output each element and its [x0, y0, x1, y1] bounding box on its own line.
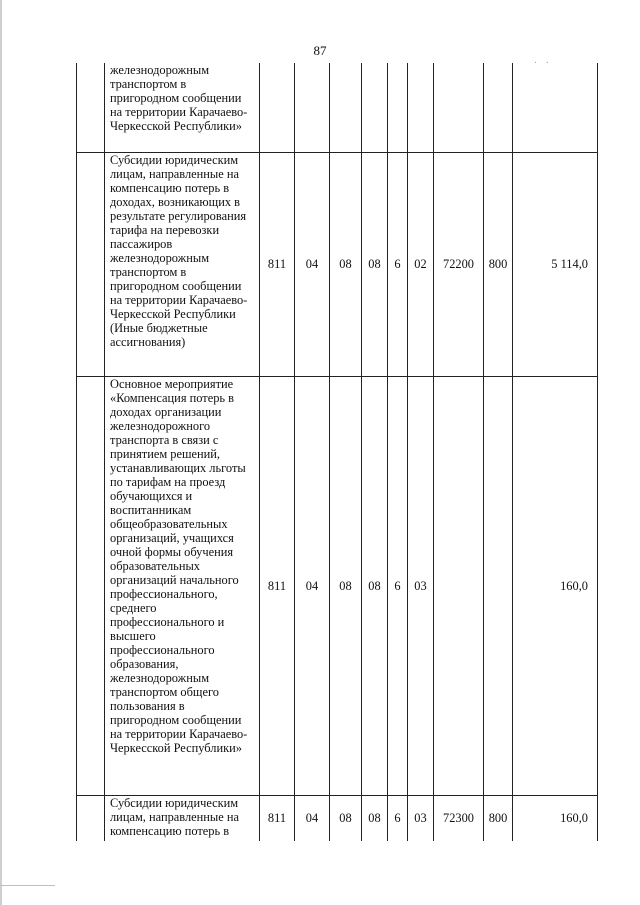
description-cell: Субсидии юридическим лицам, направленные на компенсацию потерь в	[105, 795, 260, 841]
amount-cell: 160,0	[513, 376, 598, 795]
row-number-cell	[77, 152, 105, 376]
subprogram-code-cell	[388, 63, 408, 152]
scan-artifact: · ·	[533, 58, 552, 69]
amount-cell: 5 114,0	[513, 152, 598, 376]
description-cell: Субсидии юридическим лицам, направленные на компенсацию потерь в доходах, возникающих в результате регулирования тарифа на перевозки пассажиров железнодорожным транспортом в пригородном сообщении на территории Карачаево-Черкесской Республики (Иные бюджетные ассигнования)	[105, 152, 260, 376]
expense-type-cell: 800	[484, 795, 513, 841]
subprogram-code-cell: 6	[388, 152, 408, 376]
description-cell: железнодорожным транспортом в пригородном сообщении на территории Карачаево-Черкесской Республики»	[105, 63, 260, 152]
subsection-code-cell: 08	[330, 795, 362, 841]
section-code-cell: 04	[295, 152, 330, 376]
expense-type-cell	[484, 376, 513, 795]
program-code-cell: 08	[362, 795, 388, 841]
row-number-cell	[77, 795, 105, 841]
section-code-cell: 04	[295, 795, 330, 841]
ministry-code-cell: 811	[260, 795, 295, 841]
section-code-cell	[295, 63, 330, 152]
amount-cell: 160,0	[513, 795, 598, 841]
subsection-code-cell	[330, 63, 362, 152]
direction-code-cell	[434, 63, 484, 152]
program-code-cell: 08	[362, 376, 388, 795]
table-row	[77, 376, 598, 795]
ministry-code-cell: 811	[260, 152, 295, 376]
main-event-code-cell: 02	[408, 152, 434, 376]
amount-cell	[513, 63, 598, 152]
program-code-cell: 08	[362, 152, 388, 376]
expense-type-cell: 800	[484, 152, 513, 376]
table-row	[77, 63, 598, 152]
table-row	[77, 152, 598, 376]
program-code-cell	[362, 63, 388, 152]
direction-code-cell: 72200	[434, 152, 484, 376]
subprogram-code-cell: 6	[388, 795, 408, 841]
scan-artifact-line	[0, 885, 55, 886]
subprogram-code-cell: 6	[388, 376, 408, 795]
row-number-cell	[77, 63, 105, 152]
direction-code-cell: 72300	[434, 795, 484, 841]
subsection-code-cell: 08	[330, 376, 362, 795]
ministry-code-cell: 811	[260, 376, 295, 795]
scan-edge	[0, 0, 2, 905]
row-number-cell	[77, 376, 105, 795]
table-row	[77, 795, 598, 841]
main-event-code-cell: 03	[408, 795, 434, 841]
page-number: 87	[313, 43, 327, 58]
budget-table	[76, 63, 598, 841]
ministry-code-cell	[260, 63, 295, 152]
direction-code-cell	[434, 376, 484, 795]
description-cell: Основное мероприятие «Компенсация потерь в доходах организации железнодорожного транспорта в связи с принятием решений, устанавливающих льготы по тарифам на проезд обучающихся и воспитанникам общеобразовательных организаций, учащихся очной формы обучения образовательных организаций начального профессионального, среднего профессионального и высшего профессионального образования, железнодорожным транспортом общего пользования в пригородном сообщении на территории Карачаево-Черкесской Республики»	[105, 376, 260, 795]
expense-type-cell	[484, 63, 513, 152]
main-event-code-cell: 03	[408, 376, 434, 795]
section-code-cell: 04	[295, 376, 330, 795]
subsection-code-cell: 08	[330, 152, 362, 376]
main-event-code-cell	[408, 63, 434, 152]
